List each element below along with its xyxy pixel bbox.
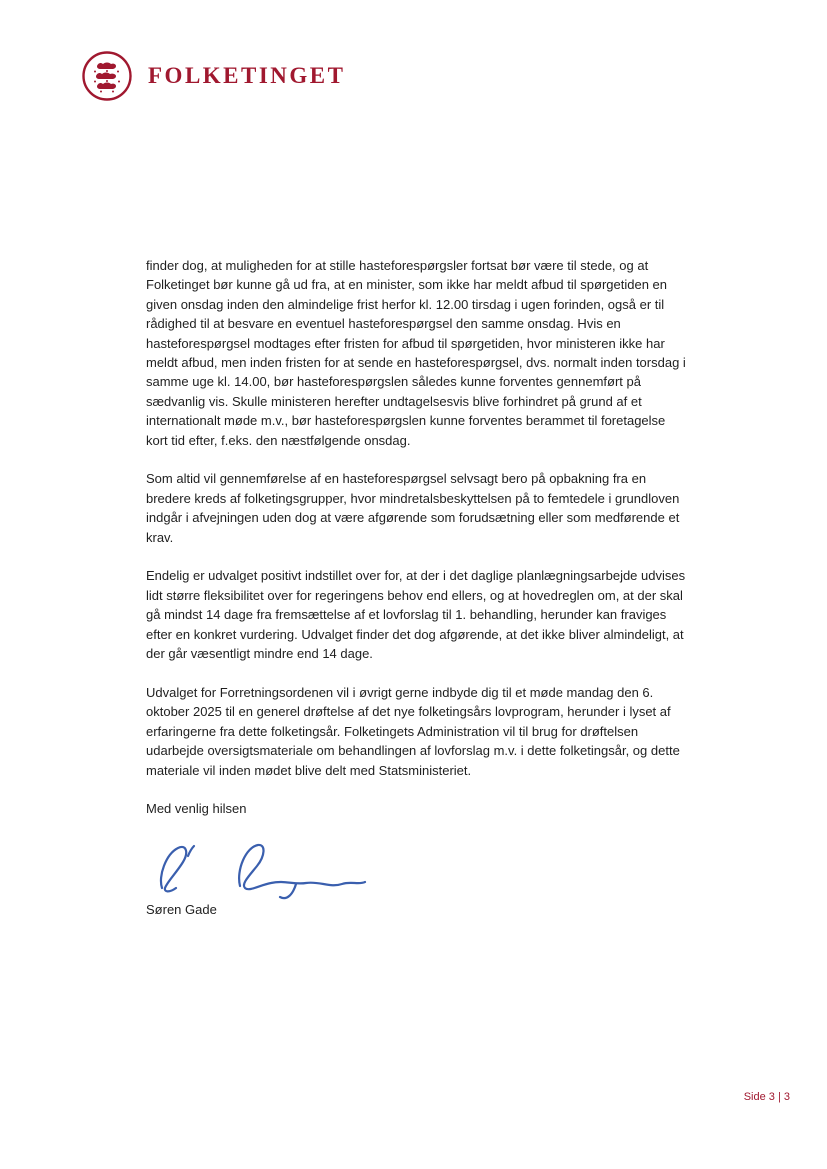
folketinget-wordmark: FOLKETINGET [148,62,346,89]
paragraph-2: Som altid vil gennemførelse af en hasteforespørgsel selvsagt bero på opbakning fra en bredere kreds af folketingsgrupper, hvor mindretalsbeskyttelsen på to femtedele i grundloven indgår i afvejningen uden dog at være afgørende som forudsætning eller som medførende et krav. [146,471,680,545]
paragraph-4: Udvalget for Forretningsordenen vil i øvrigt gerne indbyde dig til et møde mandag den 6. oktober 2025 til en generel drøftelse af det nye folketingsårs lovprogram, herunder i lyset af erfaringerne fra dette folketingsår. Folketingets Administration vil til brug for drøftelsen udarbejde oversigtsmateriale om behandlingen af lovforslag m.v. i dette folketingsår, og dette materiale vil inden mødet blive delt med Statsministeriet. [146,684,680,778]
page-number: Side 3 | 3 [743,1091,790,1103]
paragraph-1: finder dog, at muligheden for at stille hasteforespørgsler fortsat bør være til stede, og at Folketinget bør kunne gå ud fra, at en minister, som ikke har meldt afbud til spørgetiden en given onsdag inden den almindelige frist herfor kl. 12.00 tirsdag i ugen forinden, også er til rådighed til at besvare en eventuel hasteforespørgsel den samme onsdag. Hvis en hasteforespørgsel modtages efter fristen for afbud til spørgetiden, hvor ministeren ikke har meldt afbud, men inden fristen for at sende en hasteforespørgsel, dvs. normalt inden torsdag i samme uge kl. 14.00, bør hasteforespørgslen således kunne forventes gennemført på sædvanlig vis. Skulle ministeren herefter undtagelsesvis blive forhindret på grund af et internationalt møde m.v., bør hasteforespørgslen kunne forventes berammet til foretagelse kort tid efter, f.eks. den næstfølgende onsdag. [146,258,686,448]
paragraph-3: Endelig er udvalget positivt indstillet over for, at der i det daglige planlægningsarbejde udvises lidt større fleksibilitet over for regeringens behov end ellers, og at hovedreglen om, at der skal gå mindst 14 dage fra fremsættelse af et lovforslag til 1. behandling, herunder kan fraviges efter en konkret vurdering. Udvalget finder det dog afgørende, at det ikke bliver almindeligt, at der går væsentligt mindre end 14 dage. [146,568,686,662]
folketinget-logo [81,50,345,102]
letter-body [146,256,686,939]
signer-name: Søren Gade [146,902,217,918]
folketinget-seal-icon [81,50,133,102]
signature-area [146,838,686,900]
handwritten-signature-icon [146,838,381,900]
closing-salutation: Med venlig hilsen [146,801,247,817]
